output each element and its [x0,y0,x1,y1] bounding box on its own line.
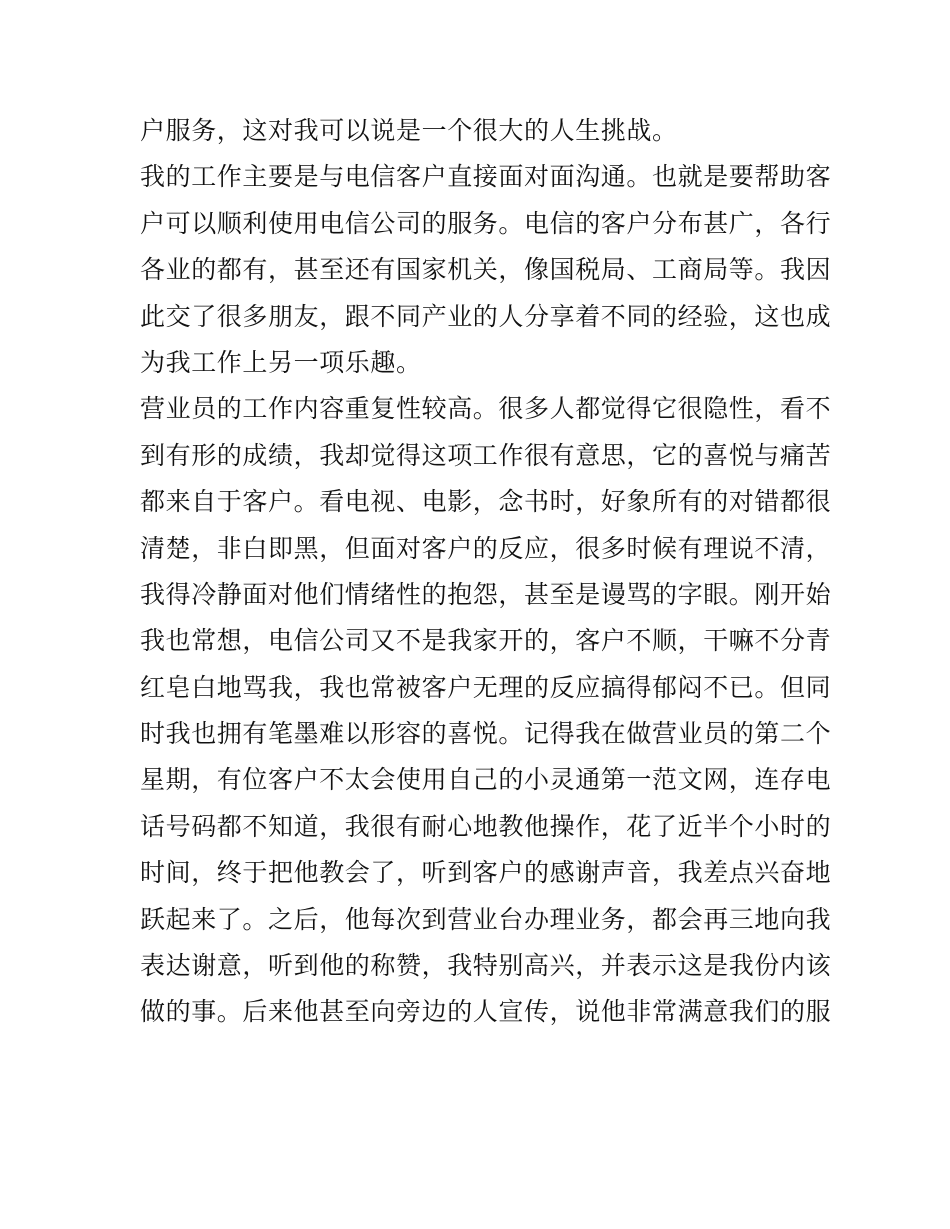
text-line: 星期，有位客户不太会使用自己的小灵通第一范文网，连存电 [140,765,832,795]
document-body [140,108,832,1036]
text-line: 我的工作主要是与电信客户直接面对面沟通。也就是要帮助客 [140,162,832,192]
text-line: 话号码都不知道，我很有耐心地教他操作，花了近半个小时的 [140,811,832,841]
text-line: 户服务，这对我可以说是一个很大的人生挑战。 [140,116,678,145]
text-line: 跃起来了。之后，他每次到营业台办理业务，都会再三地向我 [140,904,832,934]
text-line: 红皂白地骂我，我也常被客户无理的反应搞得郁闷不已。但同 [140,672,832,702]
text-line: 营业员的工作内容重复性较高。很多人都觉得它很隐性，看不 [140,394,832,424]
text-line: 到有形的成绩，我却觉得这项工作很有意思，它的喜悦与痛苦 [140,440,832,470]
text-line: 清楚，非白即黑，但面对客户的反应，很多时候有理说不清， [140,533,832,563]
text-line: 我得冷静面对他们情绪性的抱怨，甚至是谩骂的字眼。刚开始 [140,579,832,609]
text-line: 此交了很多朋友，跟不同产业的人分享着不同的经验，这也成 [140,301,832,331]
text-line: 表达谢意，听到他的称赞，我特别高兴，并表示这是我份内该 [140,951,832,981]
text-line: 各业的都有，甚至还有国家机关，像国税局、工商局等。我因 [140,255,832,285]
text-line: 时我也拥有笔墨难以形容的喜悦。记得我在做营业员的第二个 [140,719,832,749]
text-line: 都来自于客户。看电视、电影，念书时，好象所有的对错都很 [140,487,832,517]
text-line: 做的事。后来他甚至向旁边的人宣传，说他非常满意我们的服 [140,997,832,1027]
text-line: 为我工作上另一项乐趣。 [140,347,422,377]
text-line: 时间，终于把他教会了，听到客户的感谢声音，我差点兴奋地 [140,858,832,888]
text-line: 我也常想，电信公司又不是我家开的，客户不顺，干嘛不分青 [140,626,832,656]
text-line: 户可以顺利使用电信公司的服务。电信的客户分布甚广，各行 [140,208,832,238]
